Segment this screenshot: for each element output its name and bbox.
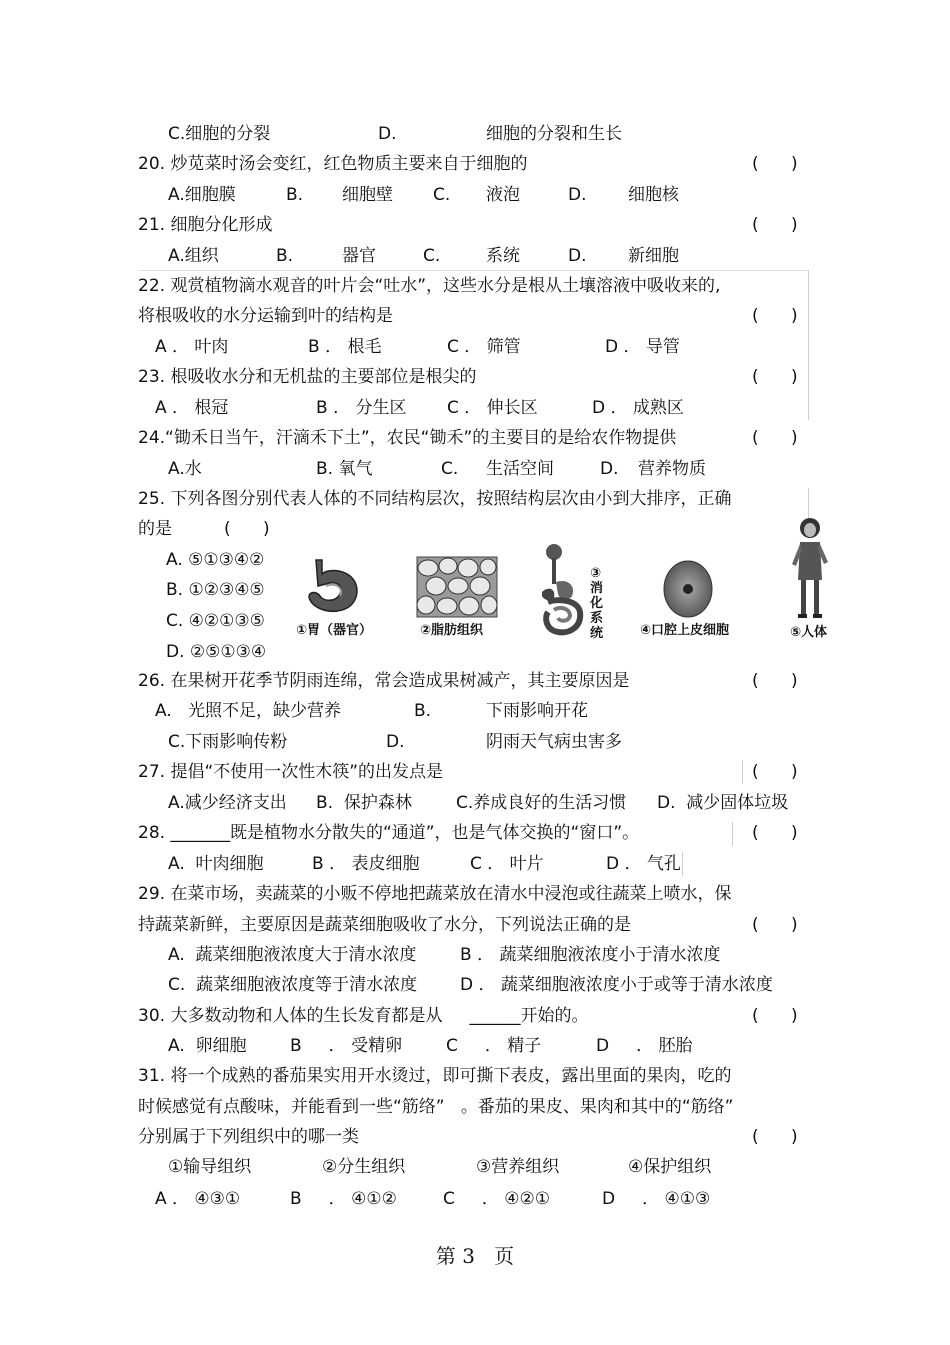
q31-item-1: ①输导组织 bbox=[168, 1157, 252, 1177]
q25-option-a: A. ⑤①③④② bbox=[166, 550, 265, 570]
q29-answer-bracket: ( ) bbox=[752, 915, 798, 935]
q20-option-d-label: D. bbox=[568, 185, 587, 205]
q31-option-b: B ． ④①② bbox=[290, 1189, 397, 1209]
q21-option-d: 新细胞 bbox=[628, 246, 679, 266]
q30-option-a: A. 卵细胞 bbox=[168, 1036, 247, 1056]
q28-option-d: D ． 气孔 bbox=[606, 854, 681, 874]
q20-option-c: 液泡 bbox=[486, 185, 520, 205]
human-body-caption: ⑤人体 bbox=[790, 625, 828, 640]
q29-option-c: C. 蔬菜细胞液浓度等于清水浓度 bbox=[168, 975, 418, 995]
q20-option-c-label: C. bbox=[433, 185, 451, 205]
q24-option-c: 生活空间 bbox=[486, 459, 554, 479]
q28-answer-bracket: ( ) bbox=[752, 823, 798, 843]
q31-answer-bracket: ( ) bbox=[752, 1127, 798, 1147]
q31-option-d: D ． ④①③ bbox=[602, 1189, 711, 1209]
fat-tissue-caption: ②脂肪组织 bbox=[420, 623, 484, 638]
q19-option-c: C.细胞的分裂 bbox=[168, 124, 271, 144]
q25-option-c: C. ④②①③⑤ bbox=[166, 611, 265, 631]
q22-answer-bracket: ( ) bbox=[752, 306, 798, 326]
q31-option-a: A ． ④③① bbox=[155, 1189, 241, 1209]
q27-option-c: C.养成良好的生活习惯 bbox=[456, 793, 627, 813]
q29-option-b: B ． 蔬菜细胞液浓度小于清水浓度 bbox=[460, 945, 721, 965]
q29-option-a: A. 蔬菜细胞液浓度大于清水浓度 bbox=[168, 945, 417, 965]
q19-option-d: 细胞的分裂和生长 bbox=[486, 124, 622, 144]
q21-option-a: A.组织 bbox=[168, 246, 219, 266]
q27-answer-bracket: ( ) bbox=[752, 762, 798, 782]
q24-option-d: 营养物质 bbox=[638, 459, 706, 479]
q25-option-d: D. ②⑤①③④ bbox=[166, 642, 267, 662]
q27-stem: 27. 提倡“不使用一次性木筷”的出发点是 bbox=[138, 762, 444, 782]
q24-option-b: B. 氧气 bbox=[316, 459, 373, 479]
q26-option-d-label: D. bbox=[386, 732, 405, 752]
fat-tissue-figure bbox=[416, 556, 498, 618]
q30-option-d: D ． 胚胎 bbox=[596, 1036, 693, 1056]
q31-item-4: ④保护组织 bbox=[628, 1157, 712, 1177]
q27-option-a: A.减少经济支出 bbox=[168, 793, 287, 813]
q31-item-2: ②分生组织 bbox=[322, 1157, 406, 1177]
scan-line bbox=[732, 822, 733, 846]
q31-item-3: ③营养组织 bbox=[476, 1157, 560, 1177]
oral-epithelial-cell-caption: ④口腔上皮细胞 bbox=[640, 623, 730, 638]
oral-epithelial-cell-figure bbox=[658, 558, 718, 620]
q29-option-d: D ． 蔬菜细胞液浓度小于或等于清水浓度 bbox=[460, 975, 773, 995]
q24-option-a: A.水 bbox=[168, 459, 202, 479]
q23-option-b: B ． 分生区 bbox=[316, 398, 407, 418]
q21-option-b-label: B. bbox=[276, 246, 294, 266]
q27-option-d: D. 减少固体垃圾 bbox=[657, 793, 789, 813]
digestive-system-figure bbox=[538, 542, 590, 642]
human-body-figure bbox=[786, 516, 836, 620]
q20-option-a: A.细胞膜 bbox=[168, 185, 236, 205]
q23-stem: 23. 根吸收水分和无机盐的主要部位是根尖的 bbox=[138, 367, 477, 387]
stomach-figure bbox=[296, 556, 368, 618]
q31-stem-line3: 分别属于下列组织中的哪一类 bbox=[138, 1127, 359, 1147]
q22-stem-line2: 将根吸收的水分运输到叶的结构是 bbox=[138, 306, 393, 326]
q23-option-c: C ． 伸长区 bbox=[447, 398, 538, 418]
q21-option-b: 器官 bbox=[342, 246, 376, 266]
q30-option-b: B ． 受精卵 bbox=[290, 1036, 403, 1056]
q22-option-a: A ． 叶肉 bbox=[155, 337, 229, 357]
q26-option-a: A. 光照不足，缺少营养 bbox=[155, 701, 341, 721]
q22-option-b: B ． 根毛 bbox=[308, 337, 382, 357]
q22-option-d: D ． 导管 bbox=[605, 337, 680, 357]
q29-stem-line2: 持蔬菜新鲜，主要原因是蔬菜细胞吸收了水分，下列说法正确的是 bbox=[138, 915, 631, 935]
q23-option-d: D ． 成熟区 bbox=[592, 398, 684, 418]
q20-option-b-label: B. bbox=[286, 185, 304, 205]
q28-stem: 28. _______既是植物水分散失的“通道”，也是气体交换的“窗口”。 bbox=[138, 823, 640, 843]
q26-option-b-label: B. bbox=[414, 701, 432, 721]
stomach-caption: ①胃（器官） bbox=[296, 623, 373, 638]
q29-stem-line1: 29. 在菜市场，卖蔬菜的小贩不停地把蔬菜放在清水中浸泡或往蔬菜上喷水，保 bbox=[138, 884, 732, 904]
q24-option-d-label: D. bbox=[600, 459, 619, 479]
q20-option-d: 细胞核 bbox=[628, 185, 679, 205]
scan-line bbox=[742, 760, 743, 784]
q26-answer-bracket: ( ) bbox=[752, 671, 798, 691]
q31-stem-line2: 时候感觉有点酸味，并能看到一些“筋络” 。番茄的果皮、果肉和其中的“筋络” bbox=[138, 1097, 734, 1117]
q28-option-c: C ． 叶片 bbox=[470, 854, 544, 874]
q21-option-c-label: C. bbox=[423, 246, 441, 266]
q23-option-a: A ． 根冠 bbox=[155, 398, 229, 418]
q25-option-b: B. ①②③④⑤ bbox=[166, 580, 265, 600]
q27-option-b: B. 保护森林 bbox=[316, 793, 412, 813]
q24-option-c-label: C. bbox=[441, 459, 459, 479]
q21-stem: 21. 细胞分化形成 bbox=[138, 215, 273, 235]
q24-stem: 24.“锄禾日当午，汗滴禾下土”，农民“锄禾”的主要目的是给农作物提供 bbox=[138, 428, 677, 448]
q24-answer-bracket: ( ) bbox=[752, 428, 798, 448]
q22-stem-line1: 22. 观赏植物滴水观音的叶片会“吐水”，这些水分是根从土壤溶液中吸收来的, bbox=[138, 276, 721, 296]
q22-option-c: C ． 筛管 bbox=[447, 337, 521, 357]
page-number: 第 3 页 bbox=[435, 1244, 515, 1268]
scan-line bbox=[808, 270, 809, 420]
q31-stem-line1: 31. 将一个成熟的番茄果实用开水烫过，即可撕下表皮，露出里面的果肉，吃的 bbox=[138, 1066, 732, 1086]
q21-option-c: 系统 bbox=[486, 246, 520, 266]
q25-stem-line1: 25. 下列各图分别代表人体的不同结构层次，按照结构层次由小到大排序，正确 bbox=[138, 489, 732, 509]
q30-stem: 30. 大多数动物和人体的生长发育都是从 ______开始的。 bbox=[138, 1006, 589, 1026]
scan-line bbox=[138, 270, 808, 271]
q21-option-d-label: D. bbox=[568, 246, 587, 266]
q20-stem: 20. 炒苋菜时汤会变红，红色物质主要来自于细胞的 bbox=[138, 154, 528, 174]
q31-option-c: C ． ④②① bbox=[443, 1189, 551, 1209]
q19-option-d-label: D. bbox=[378, 124, 397, 144]
q26-option-b: 下雨影响开花 bbox=[486, 701, 588, 721]
q28-option-b: B ． 表皮细胞 bbox=[312, 854, 420, 874]
q30-answer-bracket: ( ) bbox=[752, 1006, 798, 1026]
q21-answer-bracket: ( ) bbox=[752, 215, 798, 235]
scan-line bbox=[682, 852, 683, 876]
q28-option-a: A. 叶肉细胞 bbox=[168, 854, 264, 874]
q30-option-c: C ． 精子 bbox=[446, 1036, 542, 1056]
scan-line bbox=[808, 488, 809, 518]
q26-stem: 26. 在果树开花季节阴雨连绵，常会造成果树减产，其主要原因是 bbox=[138, 671, 630, 691]
q20-option-b: 细胞壁 bbox=[342, 185, 393, 205]
q26-option-c: C.下雨影响传粉 bbox=[168, 732, 288, 752]
q25-stem-line2: 的是 bbox=[138, 519, 172, 539]
q20-answer-bracket: ( ) bbox=[752, 154, 798, 174]
digestive-system-caption: ③消化系统 bbox=[590, 566, 604, 641]
q25-answer-bracket: ( ) bbox=[224, 519, 270, 539]
q26-option-d: 阴雨天气病虫害多 bbox=[486, 732, 622, 752]
q23-answer-bracket: ( ) bbox=[752, 367, 798, 387]
